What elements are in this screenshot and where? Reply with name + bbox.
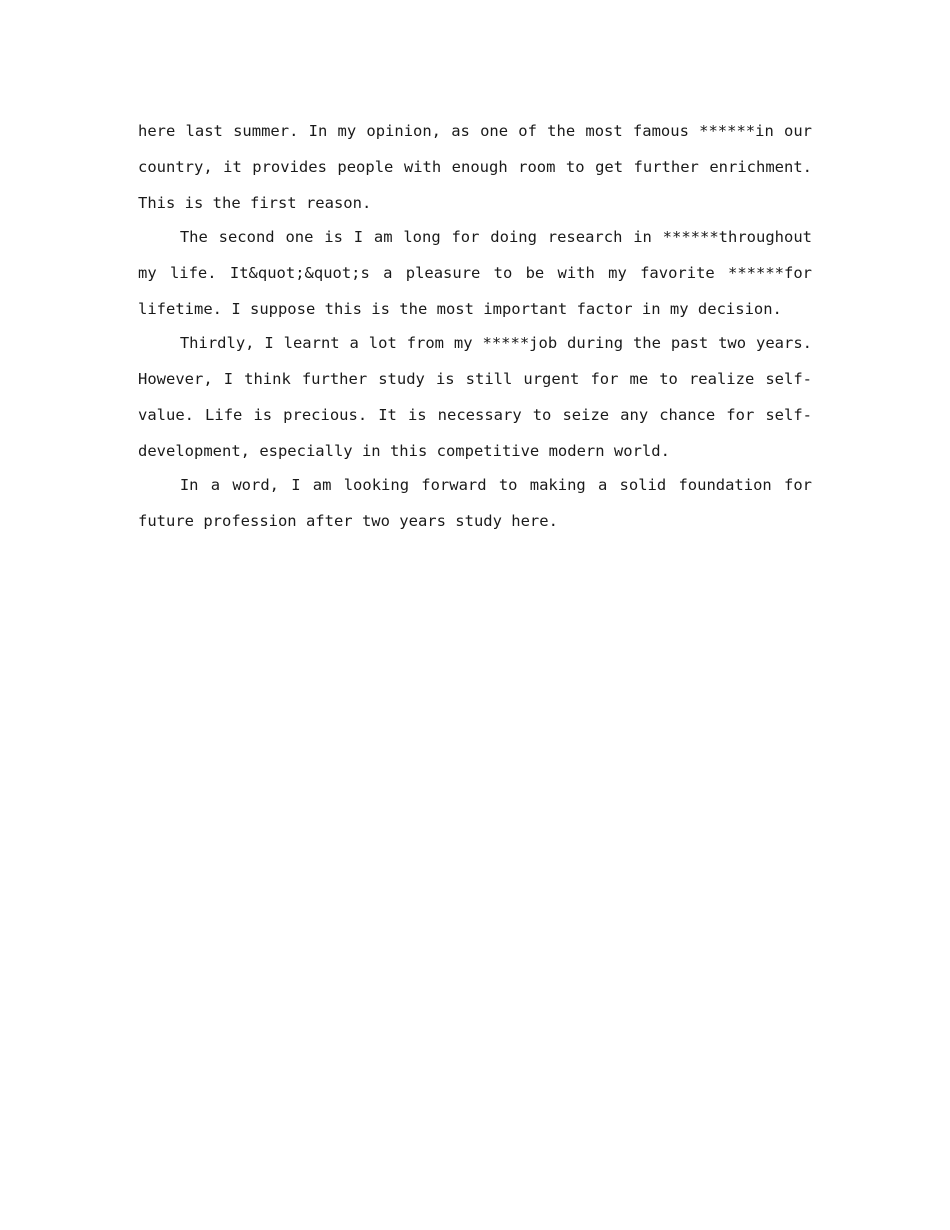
paragraph-third-reason: Thirdly, I learnt a lot from my *****job during the past two years. However, I think further study is still urgent for me to realize self-value. Life is precious. It is necessary to seize any chance for self-development, especially in this competitive modern world. [138, 334, 812, 460]
paragraph-conclusion: In a word, I am looking forward to making a solid foundation for future profession after two years study here. [138, 476, 812, 530]
document-body [138, 113, 812, 537]
paragraph-continuation: here last summer. In my opinion, as one of the most famous ******in our country, it provides people with enough room to get further enrichment. This is the first reason. [138, 122, 812, 212]
paragraph-second-reason: The second one is I am long for doing research in ******throughout my life. It&quot;&quot;s a pleasure to be with my favorite ******for lifetime. I suppose this is the most important factor in my decision. [138, 228, 812, 318]
